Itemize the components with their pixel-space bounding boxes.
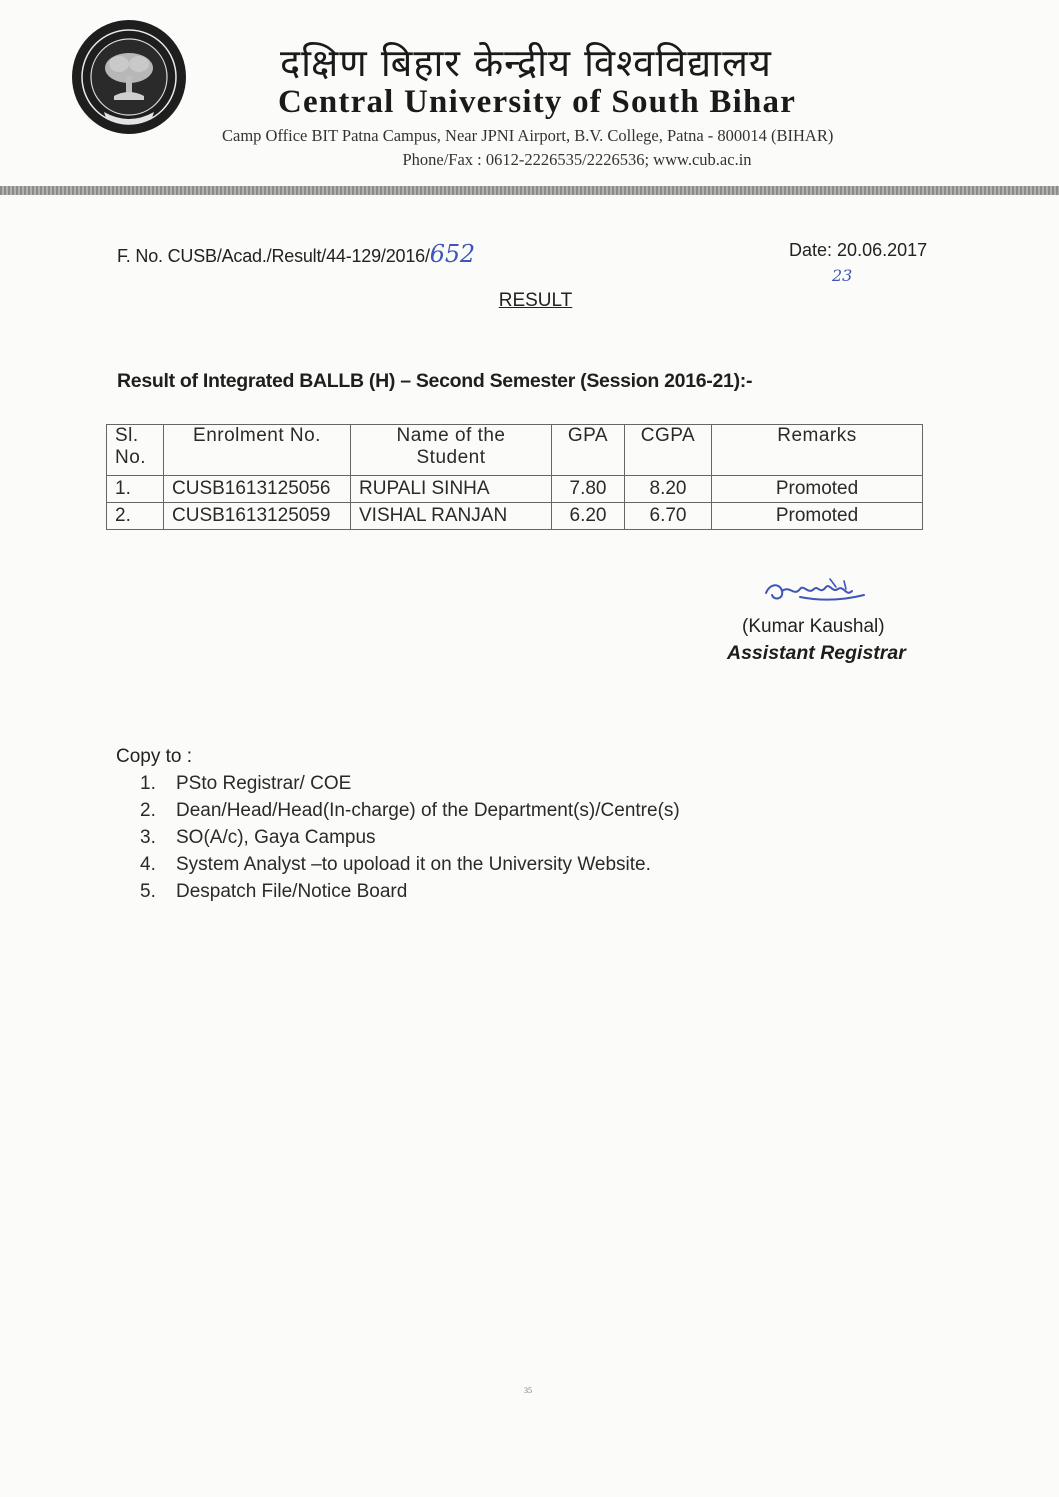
date-value: 20.06.2017 — [837, 240, 928, 260]
header-name-line1: Name of the — [396, 425, 506, 446]
list-item-number: 1. — [140, 773, 156, 794]
header-sl-line2: No. — [115, 447, 147, 468]
signatory-name: (Kumar Kaushal) — [742, 616, 885, 637]
header-student-name — [351, 425, 552, 476]
cell-cgpa: 6.70 — [625, 503, 712, 530]
cell-gpa: 7.80 — [552, 476, 625, 503]
header-divider — [0, 186, 1059, 195]
file-number-label: F. No. CUSB/Acad./Result/44-129/2016/ — [117, 246, 430, 266]
signatory-designation: Assistant Registrar — [727, 642, 906, 664]
result-description: Result of Integrated BALLB (H) – Second Semester (Session 2016-21):- — [117, 370, 753, 392]
table-row — [107, 476, 923, 503]
list-item-text: SO(A/c), Gaya Campus — [176, 827, 376, 848]
table-row — [107, 503, 923, 530]
cell-enrolment: CUSB1613125059 — [164, 503, 351, 530]
list-item-text: Dean/Head/Head(In-charge) of the Department(s)/Centre(s) — [176, 800, 680, 821]
university-seal-icon — [70, 18, 188, 136]
date-handwritten-note: 23 — [832, 266, 853, 285]
contact-line: Phone/Fax : 0612-2226535/2226536; www.cub.ac.in — [402, 150, 752, 169]
header-enrolment: Enrolment No. — [164, 425, 351, 476]
list-item-text: System Analyst –to upoload it on the University Website. — [176, 854, 651, 875]
cell-name: VISHAL RANJAN — [351, 503, 552, 530]
address-line: Camp Office BIT Patna Campus, Near JPNI Airport, B.V. College, Patna - 800014 (BIHAR) — [222, 126, 834, 145]
result-table — [106, 424, 923, 530]
copy-to-list — [140, 770, 680, 905]
table-header-row — [107, 425, 923, 476]
university-name-hindi: दक्षिण बिहार केन्द्रीय विश्वविद्यालय — [280, 41, 772, 85]
header-remarks: Remarks — [712, 425, 923, 476]
cell-remarks: Promoted — [712, 503, 923, 530]
list-item — [140, 851, 680, 878]
list-item-number: 4. — [140, 854, 156, 875]
cell-gpa: 6.20 — [552, 503, 625, 530]
university-name-english: Central University of South Bihar — [278, 84, 797, 120]
handwritten-signature-icon — [760, 575, 870, 609]
list-item-number: 5. — [140, 881, 156, 902]
file-number — [117, 240, 475, 268]
header-cgpa: CGPA — [625, 425, 712, 476]
list-item — [140, 797, 680, 824]
cell-cgpa: 8.20 — [625, 476, 712, 503]
result-heading-text: RESULT — [498, 290, 573, 311]
file-number-handwritten: 652 — [429, 240, 475, 268]
list-item-number: 3. — [140, 827, 156, 848]
list-item — [140, 770, 680, 797]
copy-to-heading: Copy to : — [116, 746, 193, 767]
header-name-line2: Student — [416, 447, 486, 468]
list-item — [140, 824, 680, 851]
cell-sl: 2. — [107, 503, 164, 530]
header-gpa: GPA — [552, 425, 625, 476]
list-item-number: 2. — [140, 800, 156, 821]
header-sl-line1: Sl. — [115, 425, 139, 446]
page-number: 35 — [524, 1386, 532, 1395]
result-heading — [0, 290, 1059, 312]
date — [789, 240, 927, 261]
list-item-text: Despatch File/Notice Board — [176, 881, 408, 902]
list-item — [140, 878, 680, 905]
date-label: Date: — [789, 240, 833, 260]
list-item-text: PSto Registrar/ COE — [176, 773, 352, 794]
cell-remarks: Promoted — [712, 476, 923, 503]
cell-enrolment: CUSB1613125056 — [164, 476, 351, 503]
cell-name: RUPALI SINHA — [351, 476, 552, 503]
header-sl-no — [107, 425, 164, 476]
cell-sl: 1. — [107, 476, 164, 503]
